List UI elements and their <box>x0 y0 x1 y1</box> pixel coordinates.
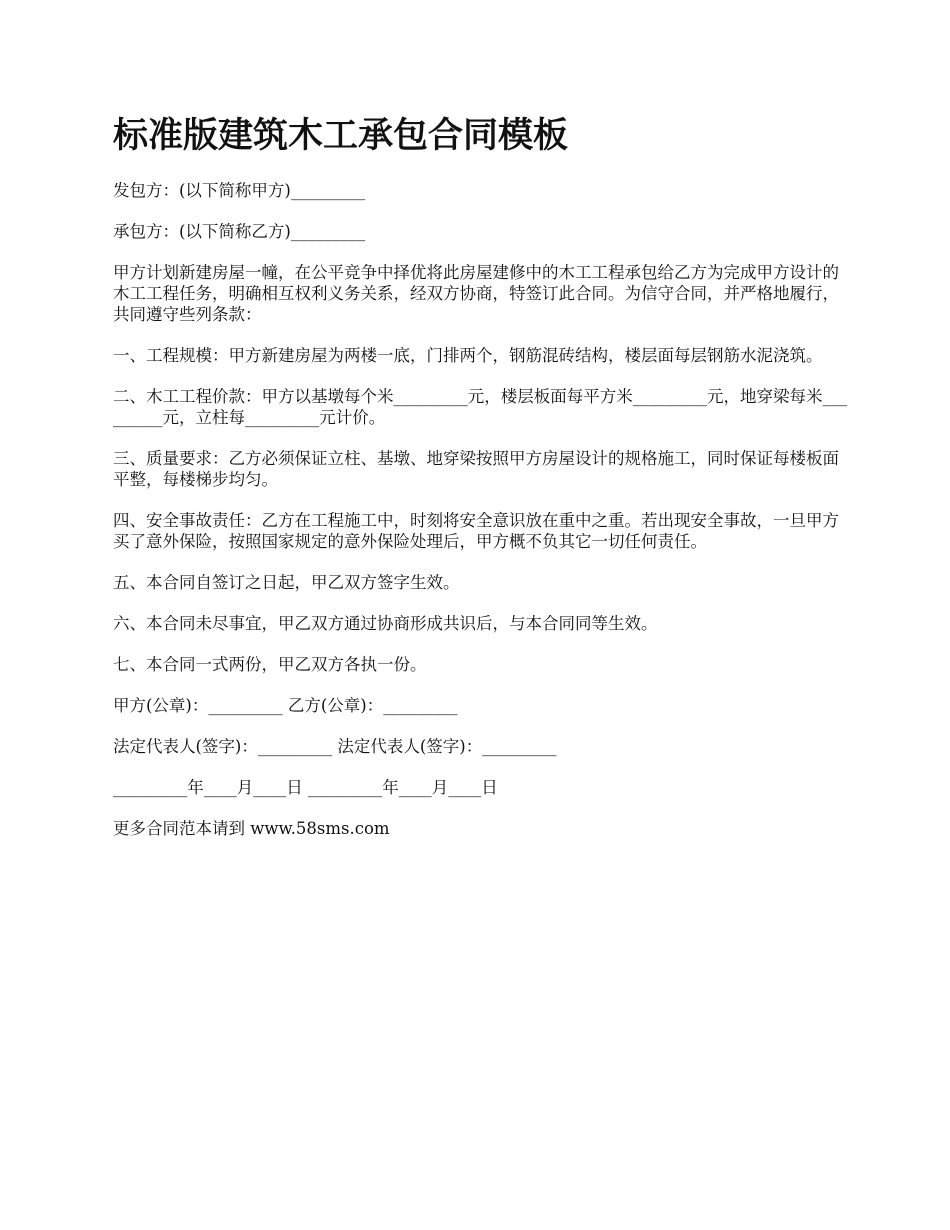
date-line: _________年____月____日 _________年____月____日 <box>113 778 498 797</box>
clause-3: 三、质量要求：乙方必须保证立柱、基墩、地穿梁按照甲方房屋设计的规格施工，同时保证每楼板面平整，每楼梯步均匀。 <box>113 449 839 489</box>
clause-7: 七、本合同一式两份，甲乙双方各执一份。 <box>113 655 427 674</box>
intro-paragraph: 甲方计划新建房屋一幢，在公平竞争中择优将此房屋建修中的木工工程承包给乙方为完成甲方设计的木工工程任务，明确相互权利义务关系，经双方协商，特签订此合同。为信守合同，并严格地履行，共同遵守些列条款： <box>113 263 839 324</box>
footer-link-text: 更多合同范本请到 www.58sms.com <box>113 819 390 838</box>
clause-2: 二、木工工程价款：甲方以基墩每个米_________元，楼层板面每平方米_________元，地穿梁每米_________元，立柱每_________元计价。 <box>113 387 848 427</box>
clause-1: 一、工程规模：甲方新建房屋为两楼一底，门排两个，钢筋混砖结构，楼层面每层钢筋水泥浇筑。 <box>113 346 823 365</box>
party-b-line: 承包方：(以下简称乙方)_________ <box>113 222 366 241</box>
clause-6: 六、本合同未尽事宜，甲乙双方通过协商形成共识后，与本合同同等生效。 <box>113 614 658 633</box>
clause-4: 四、安全事故责任：乙方在工程施工中，时刻将安全意识放在重中之重。若出现安全事故，一旦甲方买了意外保险，按照国家规定的意外保险处理后，甲方概不负其它一切任何责任。 <box>113 511 839 551</box>
seal-line: 甲方(公章)：_________ 乙方(公章)：_________ <box>113 696 458 715</box>
clause-5: 五、本合同自签订之日起，甲乙双方签字生效。 <box>113 573 460 592</box>
document-page <box>113 112 850 859</box>
document-title: 标准版建筑木工承包合同模板 <box>113 116 569 156</box>
party-a-line: 发包方：(以下简称甲方)_________ <box>113 181 366 200</box>
representative-line: 法定代表人(签字)：_________ 法定代表人(签字)：_________ <box>113 737 557 756</box>
